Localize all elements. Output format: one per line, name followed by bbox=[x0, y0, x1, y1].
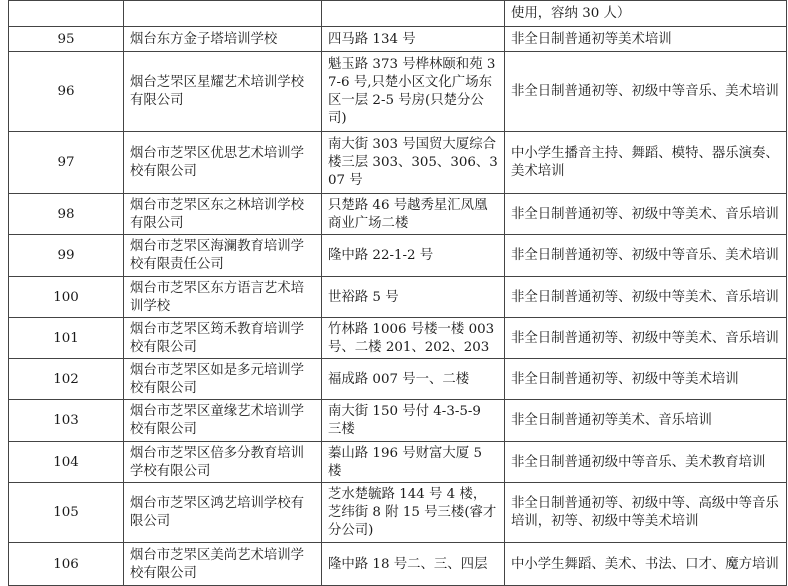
training-scope-cell: 非全日制普通初等、初级中等、高级中等音乐培训，初等、初级中等美术培训 bbox=[505, 483, 787, 543]
serial-number-cell: 103 bbox=[9, 400, 124, 442]
serial-number-cell: 102 bbox=[9, 359, 124, 400]
training-scope-cell: 非全日制普通初等、初级中等美术培训 bbox=[505, 359, 787, 400]
school-name-cell: 烟台市芝罘区美尚艺术培训学校有限公司 bbox=[124, 543, 322, 586]
table-row bbox=[9, 483, 787, 543]
school-name-cell: 烟台市芝罘区东之林培训学校有限公司 bbox=[124, 194, 322, 235]
school-list-table bbox=[8, 0, 787, 586]
school-name-cell: 烟台市芝罘区如是多元培训学校有限公司 bbox=[124, 359, 322, 400]
table-row bbox=[9, 27, 787, 52]
address-cell: 只楚路 46 号越秀星汇凤凰商业广场二楼 bbox=[322, 194, 505, 235]
address-cell bbox=[322, 1, 505, 27]
training-scope-cell: 非全日制普通初等、初级中等美术、音乐培训 bbox=[505, 318, 787, 359]
training-scope-cell: 非全日制普通初等、初级中等美术、音乐培训 bbox=[505, 194, 787, 235]
training-scope-cell: 使用，容纳 30 人） bbox=[505, 1, 787, 27]
school-name-cell: 烟台市芝罘区鸿艺培训学校有限公司 bbox=[124, 483, 322, 543]
table-row bbox=[9, 543, 787, 586]
training-scope-cell: 非全日制普通初级中等音乐、美术教育培训 bbox=[505, 442, 787, 483]
serial-number-cell: 101 bbox=[9, 318, 124, 359]
table-row bbox=[9, 132, 787, 194]
table-row bbox=[9, 194, 787, 235]
table-row bbox=[9, 318, 787, 359]
serial-number-cell: 106 bbox=[9, 543, 124, 586]
address-cell: 魁玉路 373 号桦林颐和苑 37-6 号,只楚小区文化广场东区一层 2-5 号房(只楚分公司) bbox=[322, 52, 505, 132]
training-scope-cell: 非全日制普通初等美术、音乐培训 bbox=[505, 400, 787, 442]
serial-number-cell: 97 bbox=[9, 132, 124, 194]
table-row bbox=[9, 1, 787, 27]
training-scope-cell: 中小学生舞蹈、美术、书法、口才、魔方培训 bbox=[505, 543, 787, 586]
serial-number-cell bbox=[9, 1, 124, 27]
serial-number-cell: 95 bbox=[9, 27, 124, 52]
school-name-cell: 烟台东方金子塔培训学校 bbox=[124, 27, 322, 52]
table-row bbox=[9, 442, 787, 483]
training-scope-cell: 非全日制普通初等、初级中等音乐、美术培训 bbox=[505, 52, 787, 132]
address-cell: 四马路 134 号 bbox=[322, 27, 505, 52]
school-name-cell: 烟台市芝罘区筠禾教育培训学校有限公司 bbox=[124, 318, 322, 359]
address-cell: 南大街 150 号付 4-3-5-9 三楼 bbox=[322, 400, 505, 442]
address-cell: 蓁山路 196 号财富大厦 5 楼 bbox=[322, 442, 505, 483]
serial-number-cell: 105 bbox=[9, 483, 124, 543]
table-row bbox=[9, 359, 787, 400]
serial-number-cell: 100 bbox=[9, 277, 124, 318]
serial-number-cell: 96 bbox=[9, 52, 124, 132]
school-name-cell: 烟台市芝罘区东方语言艺术培训学校 bbox=[124, 277, 322, 318]
school-name-cell: 烟台市芝罘区童缘艺术培训学校有限公司 bbox=[124, 400, 322, 442]
table-row bbox=[9, 52, 787, 132]
table-row bbox=[9, 400, 787, 442]
table-row bbox=[9, 277, 787, 318]
serial-number-cell: 98 bbox=[9, 194, 124, 235]
school-name-cell bbox=[124, 1, 322, 27]
school-name-cell: 烟台市芝罘区海澜教育培训学校有限责任公司 bbox=[124, 235, 322, 277]
training-scope-cell: 非全日制普通初等、初级中等美术、音乐培训 bbox=[505, 277, 787, 318]
serial-number-cell: 99 bbox=[9, 235, 124, 277]
training-scope-cell: 中小学生播音主持、舞蹈、模特、器乐演奏、美术培训 bbox=[505, 132, 787, 194]
address-cell: 芝水楚毓路 144 号 4 楼，芝纬街 8 附 15 号三楼(睿才分公司) bbox=[322, 483, 505, 543]
serial-number-cell: 104 bbox=[9, 442, 124, 483]
school-name-cell: 烟台市芝罘区倍多分教育培训学校有限公司 bbox=[124, 442, 322, 483]
address-cell: 福成路 007 号一、二楼 bbox=[322, 359, 505, 400]
address-cell: 南大街 303 号国贸大厦综合楼三层 303、305、306、307 号 bbox=[322, 132, 505, 194]
table-row bbox=[9, 235, 787, 277]
address-cell: 隆中路 18 号二、三、四层 bbox=[322, 543, 505, 586]
training-scope-cell: 非全日制普通初等美术培训 bbox=[505, 27, 787, 52]
school-name-cell: 烟台芝罘区星耀艺术培训学校有限公司 bbox=[124, 52, 322, 132]
school-name-cell: 烟台市芝罘区优思艺术培训学校有限公司 bbox=[124, 132, 322, 194]
address-cell: 隆中路 22-1-2 号 bbox=[322, 235, 505, 277]
training-scope-cell: 非全日制普通初等、初级中等音乐、美术培训 bbox=[505, 235, 787, 277]
address-cell: 竹林路 1006 号楼一楼 003 号、二楼 201、202、203 bbox=[322, 318, 505, 359]
address-cell: 世裕路 5 号 bbox=[322, 277, 505, 318]
